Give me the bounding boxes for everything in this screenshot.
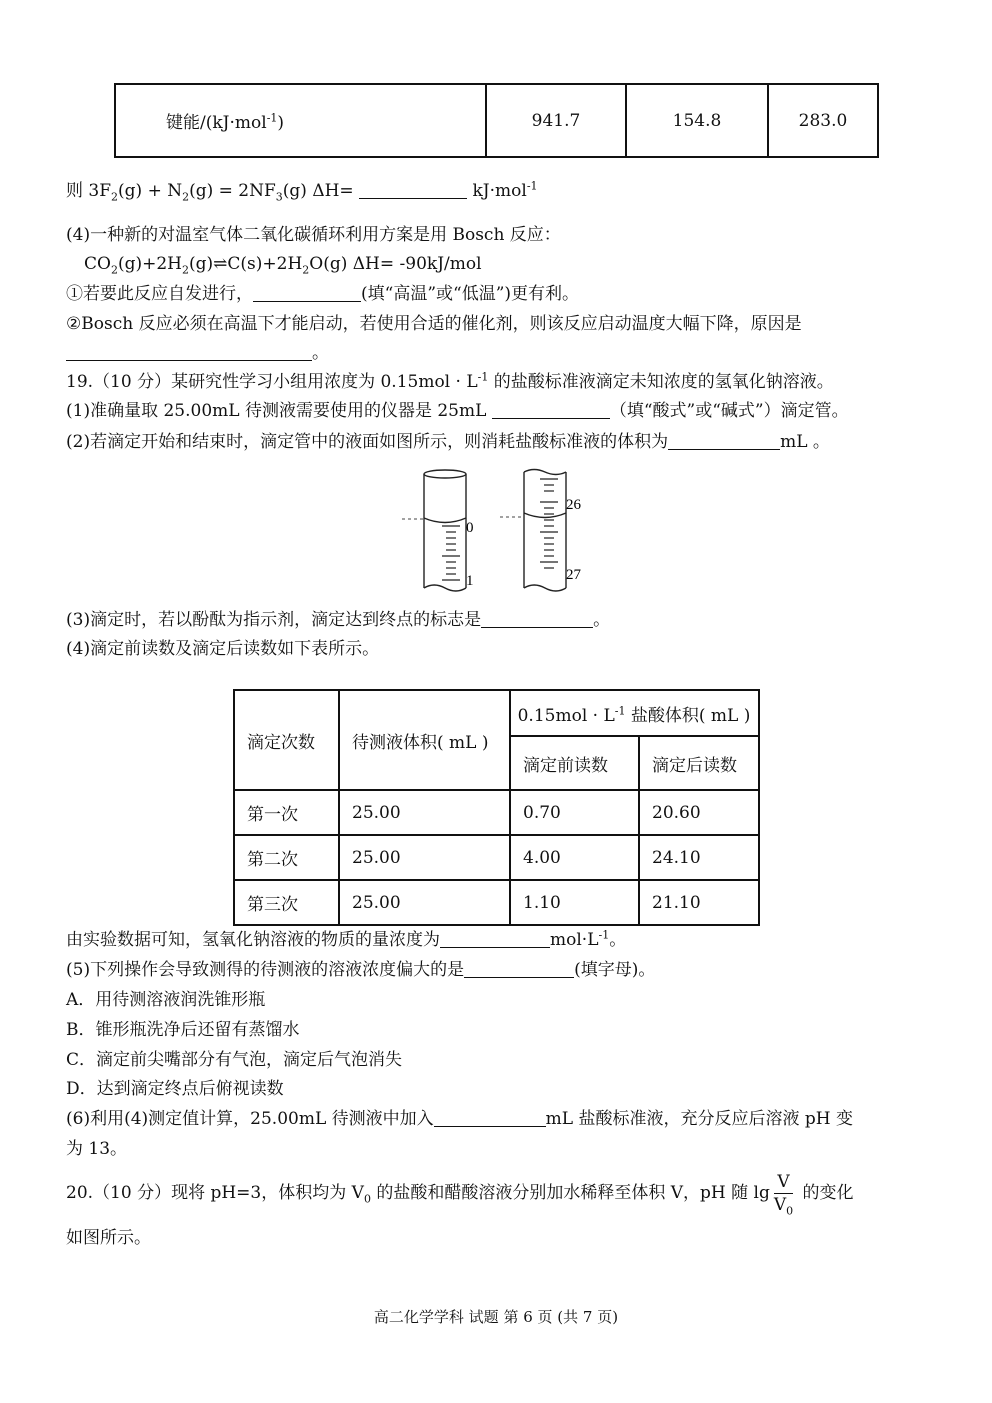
burette-tick-label: 27 — [566, 567, 581, 583]
answer-blank[interactable] — [464, 959, 574, 978]
option-b: B．锥形瓶洗净后还留有蒸馏水 — [66, 1020, 300, 1040]
burette-start — [402, 470, 474, 591]
q19-part6-cont: 为 13。 — [66, 1139, 128, 1159]
page-footer: 高二化学学科 试题 第 6 页 (共 7 页) — [373, 1308, 619, 1326]
answer-blank[interactable] — [66, 342, 312, 361]
answer-blank[interactable] — [359, 180, 467, 199]
answer-blank[interactable] — [253, 283, 361, 302]
bosch-equation: $CO_2(g)+2H_2(g)\rightleftharpoons C(s)+2H_2O(g)$ ΔH= -90kJ/mol — [84, 254, 482, 277]
q20-header: 20.（10 分）现将 pH=3，体积均为 $V_0$ 的盐酸和醋酸溶液分别加水稀释至体积 V，pH 随 lg $\frac{V}{V_0}$ 的变化 — [66, 1172, 854, 1218]
table-row: 第三次 25.00 1.10 21.10 — [234, 880, 759, 925]
bond-energy-value: 941.7 — [486, 84, 626, 157]
bond-energy-table — [114, 83, 879, 158]
bond-energy-value: 283.0 — [768, 84, 878, 157]
burette-tick-label: 1 — [466, 573, 474, 589]
table-row: 第二次 25.00 4.00 24.10 — [234, 835, 759, 880]
answer-blank[interactable] — [668, 431, 780, 450]
burette-end — [500, 470, 582, 592]
q19-part4: (4)滴定前读数及滴定后读数如下表所示。 — [66, 639, 380, 659]
option-c: C．滴定前尖嘴部分有气泡，滴定后气泡消失 — [66, 1050, 403, 1070]
bosch-q2-answer: 。 — [66, 342, 329, 364]
option-d: D．达到滴定终点后俯视读数 — [66, 1079, 284, 1099]
enthalpy-question: 则 $3F_2(g) + N_2(g) = 2NF_3(g)$ ΔH= kJ·mol$^{-1}$ — [66, 179, 538, 204]
q19-header: 19.（10 分）某研究性学习小组用浓度为 $0.15mol \cdot L^{-1}$ 的盐酸标准液滴定未知浓度的氢氧化钠溶液。 — [66, 370, 834, 392]
q19-part6: (6)利用(4)测定值计算，25.00mL 待测液中加入 mL 盐酸标准液，充分反应后溶液 pH 变 — [66, 1109, 853, 1129]
q19-part5: (5)下列操作会导致测得的待测液的溶液浓度偏大的是 (填字母)。 — [66, 960, 656, 980]
answer-blank[interactable] — [440, 929, 550, 948]
answer-blank[interactable] — [492, 400, 610, 419]
option-a: A．用待测溶液润洗锥形瓶 — [66, 990, 266, 1010]
bosch-q1: ①若要此反应自发进行， (填“高温”或“低温”)更有利。 — [66, 284, 580, 304]
table-header: 滴定次数 — [234, 690, 339, 790]
fraction-v-over-v0: $\frac{V}{V_0}$ — [773, 1172, 794, 1218]
q19-part2: (2)若滴定开始和结束时，滴定管中的液面如图所示，则消耗盐酸标准液的体积为 mL 。 — [66, 432, 830, 452]
q19-part3: (3)滴定时，若以酚酞为指示剂，滴定达到终点的标志是 。 — [66, 610, 611, 630]
bosch-q2: ②Bosch 反应必须在高温下才能启动，若使用合适的催化剂，则该反应启动温度大幅下降，原因是 — [66, 314, 802, 334]
titration-table — [233, 689, 760, 926]
answer-blank[interactable] — [481, 609, 593, 628]
q19-concentration: 由实验数据可知，氢氧化钠溶液的物质的量浓度为 $mol\cdot L^{-1}$。 — [66, 928, 627, 950]
answer-blank[interactable] — [434, 1108, 546, 1127]
table-row: 第一次 25.00 0.70 20.60 — [234, 790, 759, 835]
bond-energy-value: 154.8 — [626, 84, 768, 157]
table-header-group: $0.15mol \cdot L^{-1}$ 盐酸体积( mL ) — [510, 690, 759, 736]
q19-part1: (1)准确量取 25.00mL 待测液需要使用的仪器是 25mL （填“酸式”或“碱式”）滴定管。 — [66, 401, 849, 421]
table-subheader: 滴定前读数 — [510, 736, 639, 790]
bond-energy-label: 键能/(kJ·mol$^{-1}$) — [115, 84, 486, 157]
burette-tick-label: 0 — [466, 520, 474, 536]
burette-diagram — [400, 464, 610, 598]
q20-line2: 如图所示。 — [66, 1228, 151, 1248]
bosch-intro: (4)一种新的对温室气体二氧化碳循环利用方案是用 Bosch 反应： — [66, 225, 561, 245]
burette-tick-label: 26 — [566, 497, 581, 513]
table-subheader: 滴定后读数 — [639, 736, 759, 790]
table-header: 待测液体积( mL ) — [339, 690, 510, 790]
